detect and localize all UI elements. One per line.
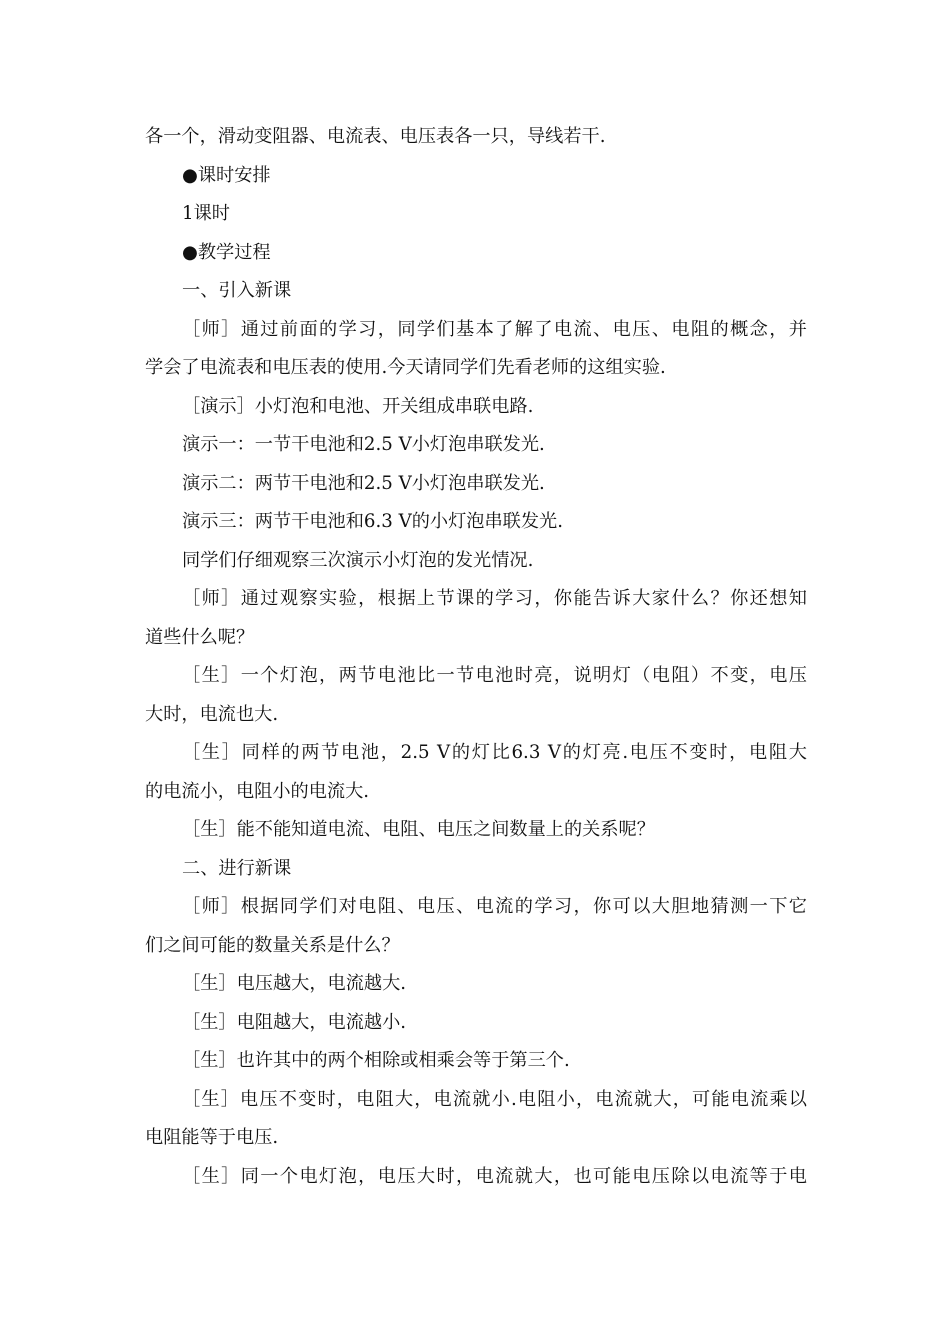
text-line: ［生］也许其中的两个相除或相乘会等于第三个. xyxy=(182,1050,570,1071)
text-line: 们之间可能的数量关系是什么？ xyxy=(145,934,400,956)
text-line: ［演示］小灯泡和电池、开关组成串联电路. xyxy=(182,395,534,417)
text-line: ［师］根据同学们对电阻、电压、电流的学习，你可以大胆地猜测一下它 xyxy=(182,896,807,917)
text-line: 同学们仔细观察三次演示小灯泡的发光情况. xyxy=(182,549,534,571)
document-body xyxy=(145,118,807,1196)
text-line: ［生］一个灯泡，两节电池比一节电池时亮，说明灯（电阻）不变，电压 xyxy=(182,665,807,686)
text-line: ［生］能不能知道电流、电阻、电压之间数量上的关系呢？ xyxy=(182,819,655,840)
text-line: ［生］电压不变时，电阻大，电流就小.电阻小，电流就大，可能电流乘以 xyxy=(182,1088,807,1110)
text-line: ［师］通过观察实验，根据上节课的学习，你能告诉大家什么？你还想知 xyxy=(182,588,807,609)
text-line: 演示一：一节干电池和2.5 V小灯泡串联发光. xyxy=(182,434,545,455)
text-line: 演示二：两节干电池和2.5 V小灯泡串联发光. xyxy=(182,472,545,494)
text-line: 1课时 xyxy=(182,203,230,224)
text-line: ［师］通过前面的学习，同学们基本了解了电流、电压、电阻的概念，并 xyxy=(182,318,807,340)
text-line: ［生］电压越大，电流越大. xyxy=(182,973,407,994)
text-line: 二、进行新课 xyxy=(182,857,292,879)
text-line: ［生］同一个电灯泡，电压大时，电流就大，也可能电压除以电流等于电 xyxy=(182,1165,807,1187)
text-line: 各一个，滑动变阻器、电流表、电压表各一只，导线若干. xyxy=(145,126,606,147)
text-line: ［生］电阻越大，电流越小. xyxy=(182,1011,407,1033)
text-line: ●教学过程 xyxy=(182,241,271,263)
text-line: ［生］同样的两节电池，2.5 V的灯比6.3 V的灯亮.电压不变时，电阻大 xyxy=(182,742,807,763)
text-line: 道些什么呢？ xyxy=(145,626,255,648)
text-line: 一、引入新课 xyxy=(182,280,292,301)
text-line: 演示三：两节干电池和6.3 V的小灯泡串联发光. xyxy=(182,511,563,532)
text-line: 的电流小，电阻小的电流大. xyxy=(145,780,370,802)
text-line: ●课时安排 xyxy=(182,164,271,186)
text-line: 电阻能等于电压. xyxy=(145,1127,279,1148)
text-line: 学会了电流表和电压表的使用.今天请同学们先看老师的这组实验. xyxy=(145,357,666,378)
text-line: 大时，电流也大. xyxy=(145,703,279,725)
